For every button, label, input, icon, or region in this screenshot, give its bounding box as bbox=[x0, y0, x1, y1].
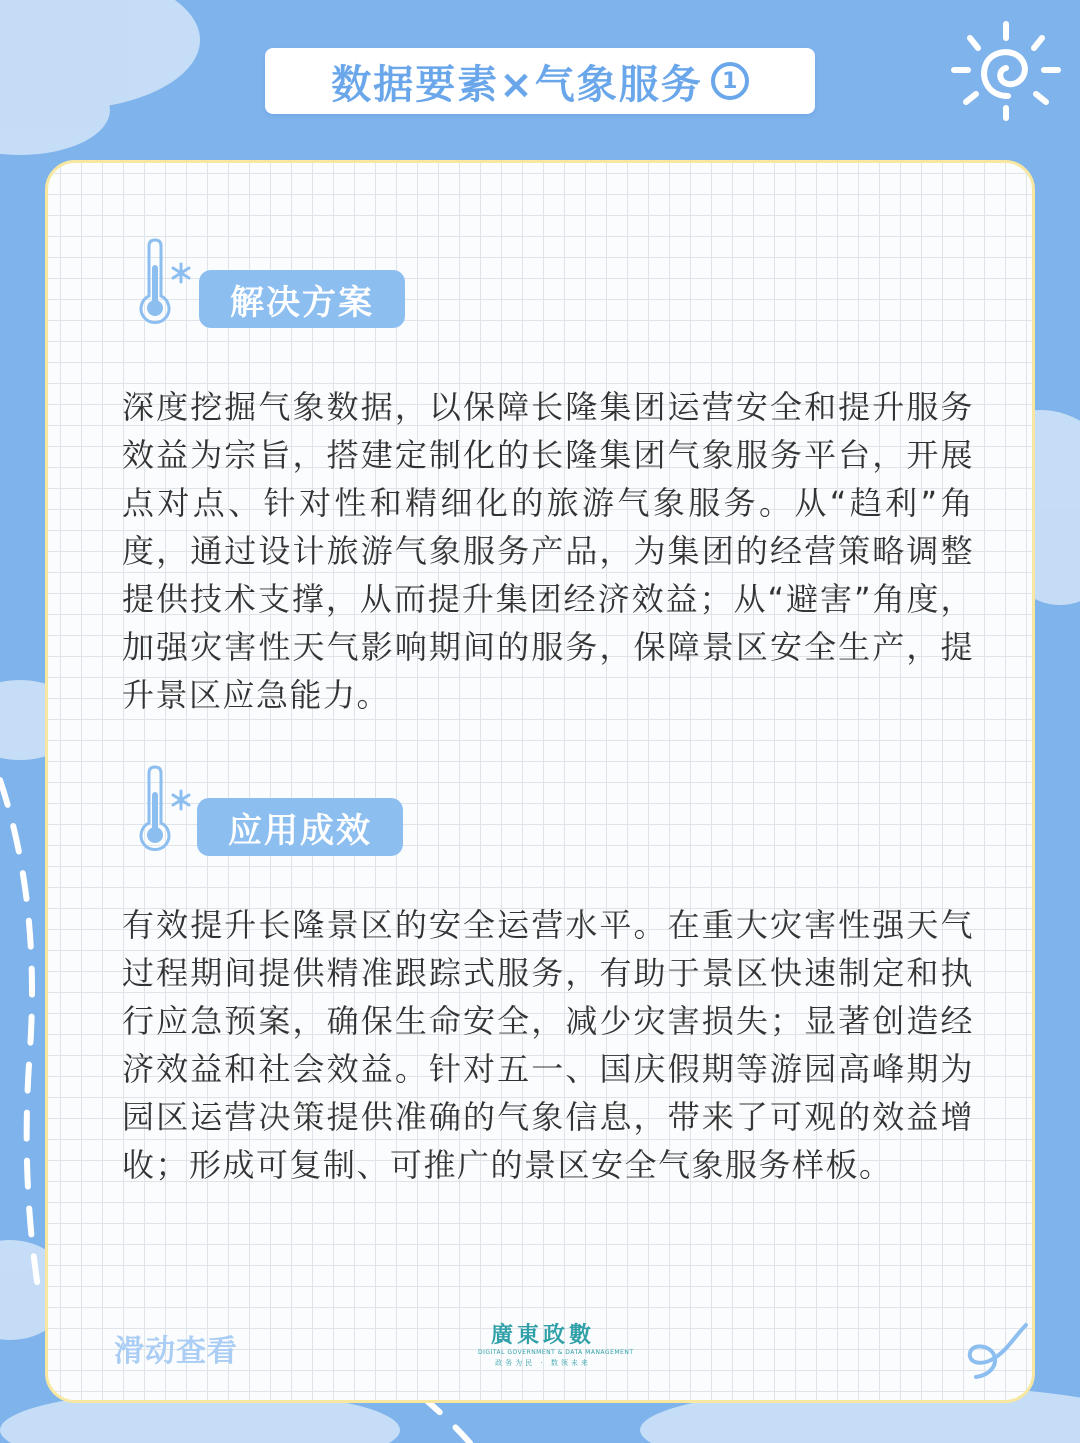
section-heading-solution-label: 解决方案 bbox=[230, 282, 374, 323]
section-heading-results-label: 应用成效 bbox=[228, 810, 372, 851]
logo-motto-text: 政务为民 · 数领未来 bbox=[495, 1359, 591, 1367]
thermometer-icon bbox=[133, 238, 195, 330]
solution-paragraph: 深度挖掘气象数据，以保障长隆集团运营安全和提升服务效益为宗旨，搭建定制化的长隆集团气象服务平台，开展点对点、针对性和精细化的旅游气象服务。从“趋利”角度，通过设计旅游气象服务产品，为集团的经营策略调整提供技术支撑，从而提升集团经济效益；从“避害”角度，加强灾害性天气影响期间的服务，保障景区安全生产，提升景区应急能力。 bbox=[122, 388, 974, 714]
results-paragraph: 有效提升长隆景区的安全运营水平。在重大灾害性强天气过程期间提供精准跟踪式服务，有助于景区快速制定和执行应急预案，确保生命安全，减少灾害损失；显著创造经济效益和社会效益。针对五一、国庆假期等游园高峰期为园区运营决策提供准确的气象信息，带来了可观的效益增收；形成可复制、可推广的景区安全气象服务样板。 bbox=[122, 906, 974, 1184]
logo-main-text: 廣東政數 bbox=[490, 1323, 595, 1348]
section-heading-solution bbox=[199, 270, 405, 328]
sun-icon bbox=[948, 18, 1064, 122]
guangdong-zhengshu-logo bbox=[478, 1323, 634, 1383]
title-number-badge: 1 bbox=[711, 62, 749, 100]
swirl-icon bbox=[960, 1321, 1030, 1381]
title-banner bbox=[265, 48, 815, 114]
swipe-hint[interactable]: 滑动查看 bbox=[114, 1334, 238, 1369]
content-card bbox=[45, 160, 1035, 1403]
thermometer-icon bbox=[133, 765, 195, 857]
logo-sub-text: DIGITAL GOVERNMENT & DATA MANAGEMENT bbox=[478, 1349, 634, 1356]
section-heading-results bbox=[197, 798, 403, 856]
page-title: 数据要素×气象服务 bbox=[331, 61, 703, 108]
